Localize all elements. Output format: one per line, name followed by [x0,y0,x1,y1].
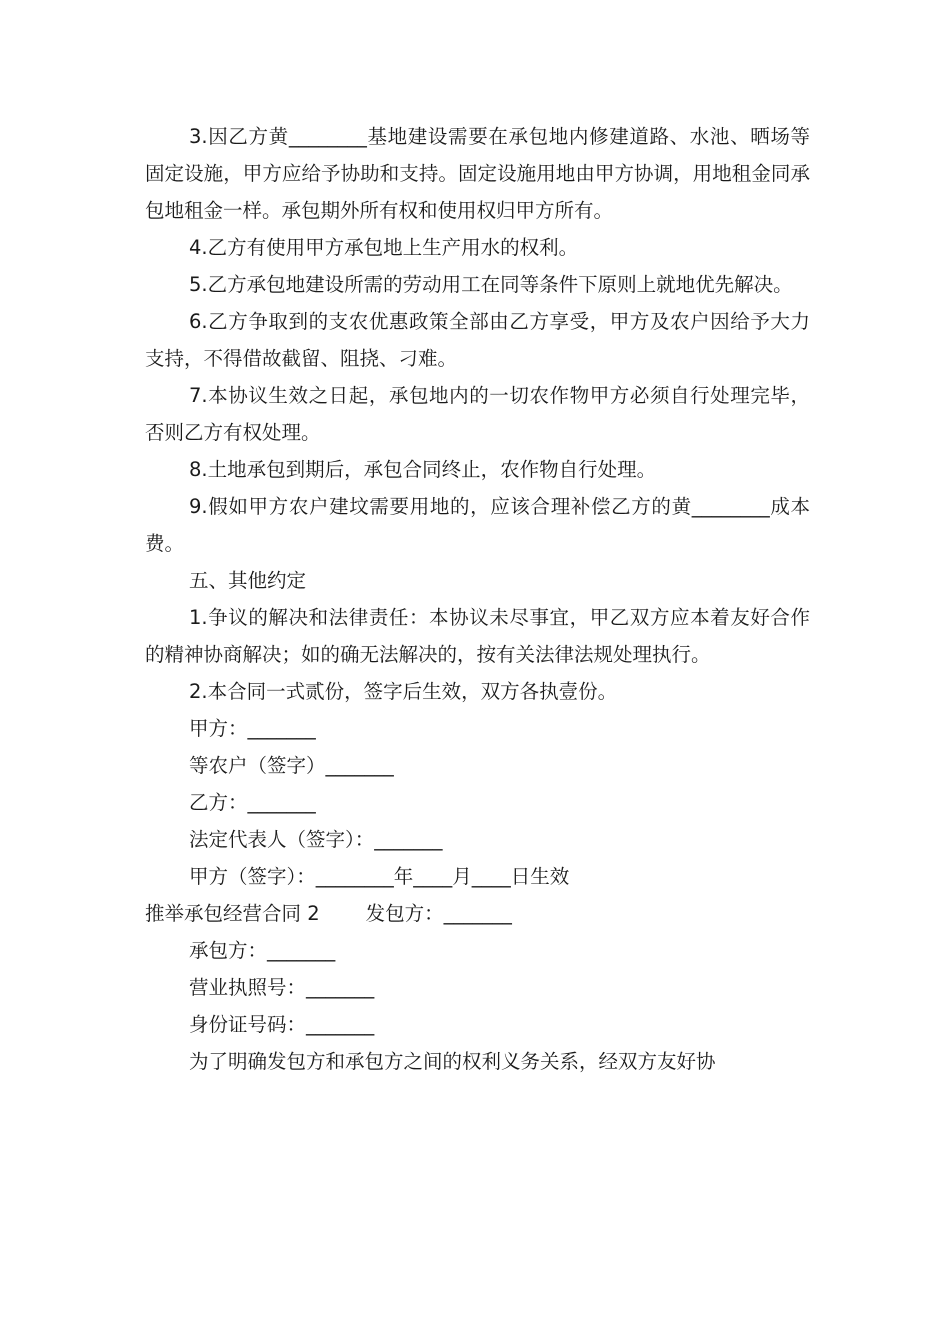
other-clause-1: 1.争议的解决和法律责任：本协议未尽事宜，甲乙双方应本着友好合作的精神协商解决；如的确无法解决的，按有关法律法规处理执行。 [145,606,810,666]
signature-party-a: 甲方：_______ [189,717,316,740]
signature-legal-rep: 法定代表人（签字）：_______ [189,828,443,851]
clause-5: 5.乙方承包地建设所需的劳动用工在同等条件下原则上就地优先解决。 [189,273,793,296]
signature-farmers: 等农户（签字）_______ [189,754,394,777]
clause-7: 7.本协议生效之日起，承包地内的一切农作物甲方必须自行处理完毕，否则乙方有权处理。 [145,384,810,444]
clause-4: 4.乙方有使用甲方承包地上生产用水的权利。 [189,236,579,259]
contract2-intro: 为了明确发包方和承包方之间的权利义务关系，经双方友好协 [189,1050,716,1073]
signature-party-b: 乙方：_______ [189,791,316,814]
contract2-id-number: 身份证号码：_______ [189,1013,375,1036]
contract2-title-line [145,895,810,932]
clause-9: 9.假如甲方农户建坟需要用地的，应该合理补偿乙方的黄________成本费。 [145,495,810,555]
section-heading-other-terms: 五、其他约定 [189,569,307,592]
contract2-contractor: 承包方：_______ [189,939,336,962]
contract2-issuer: 发包方：_______ [365,902,512,925]
clause-3: 3.因乙方黄________基地建设需要在承包地内修建道路、水池、晒场等固定设施，甲方应给予协助和支持。固定设施用地由甲方协调，用地租金同承包地租金一样。承包期外所有权和使用权归甲方所有。 [145,125,810,222]
signature-date-line: 甲方（签字）：________年____月____日生效 [189,865,570,888]
clause-8: 8.土地承包到期后，承包合同终止，农作物自行处理。 [189,458,657,481]
other-clause-2: 2.本合同一式贰份，签字后生效，双方各执壹份。 [189,680,618,703]
contract2-license: 营业执照号：_______ [189,976,375,999]
clause-6: 6.乙方争取到的支农优惠政策全部由乙方享受，甲方及农户因给予大力支持，不得借故截留、阻挠、刁难。 [145,310,810,370]
contract2-title: 推举承包经营合同 2 [145,902,320,925]
contract-text [145,118,810,1080]
